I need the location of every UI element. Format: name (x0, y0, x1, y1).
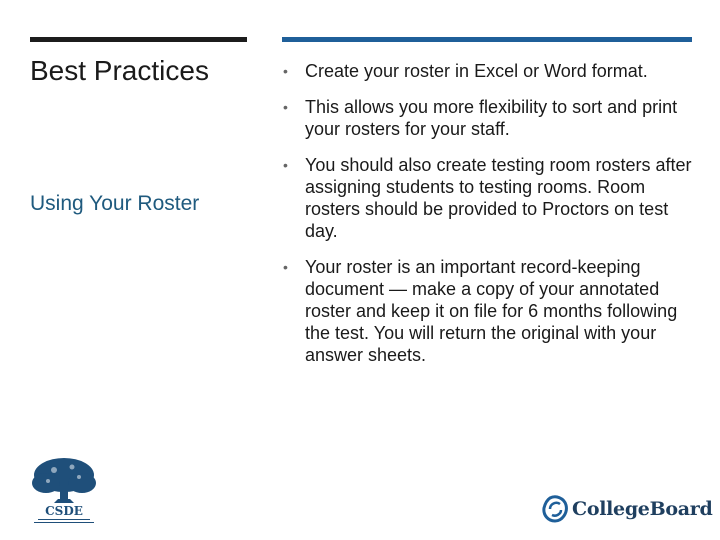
bullet-item (282, 154, 692, 242)
bullet-dot: • (283, 157, 288, 173)
bullet-item (282, 256, 692, 366)
bullet-list (282, 60, 692, 380)
collegeboard-logo-text: CollegeBoard (572, 498, 713, 520)
slide-title: Best Practices (30, 55, 209, 86)
bullet-text: You should also create testing room rosters after assigning students to testing rooms. Room rosters should be provided to Proctors on test day. (305, 155, 692, 241)
bullet-text: This allows you more flexibility to sort and print your rosters for your staff. (305, 97, 678, 139)
collegeboard-logo (542, 493, 712, 525)
csde-tree-logo-icon (24, 455, 104, 525)
bullet-dot: • (283, 99, 288, 115)
bullet-text: Your roster is an important record-keeping document — make a copy of your annotated roster and keep it on file for 6 months following the test. You will return the original with your answer sheets. (305, 257, 678, 365)
content-header-bar (282, 37, 692, 42)
csde-logo (24, 455, 104, 525)
bullet-text: Create your roster in Excel or Word format. (305, 61, 648, 81)
slide-subtitle: Using Your Roster (30, 192, 200, 215)
bullet-dot: • (283, 63, 288, 79)
bullet-item (282, 60, 692, 82)
title-underline-bar (30, 37, 247, 42)
bullet-item (282, 96, 692, 140)
bullet-dot: • (283, 259, 288, 275)
csde-logo-text: CSDE (45, 504, 83, 518)
collegeboard-acorn-icon (542, 495, 568, 523)
